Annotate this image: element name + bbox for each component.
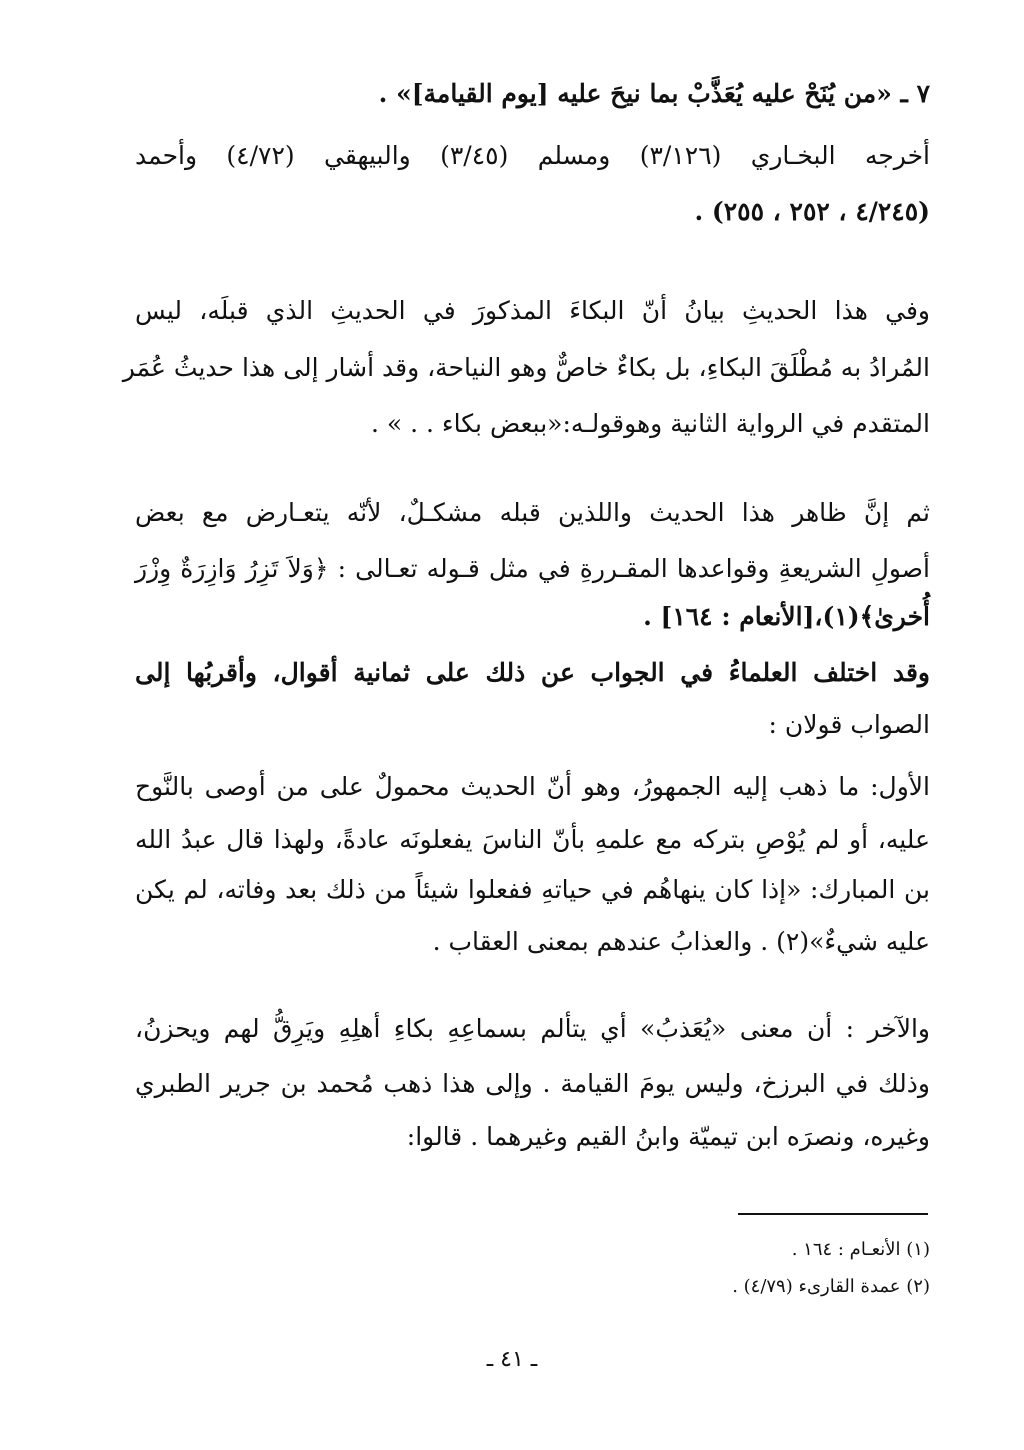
paragraph-2-line-1: ثم إنَّ ظاهر هذا الحديث واللذين قبله مشكـلٌ، لأنّه يتعـارض مع بعض: [135, 498, 930, 527]
paragraph-2-line-2: أصولِ الشريعةِ وقواعدها المقـررةِ في مثل قـوله تعـالى : ﴿وَلاَ تَزِرُ وَازِرَةٌ وِزْرَ: [135, 554, 930, 583]
hadith-text: ٧ ـ «من يُنَحْ عليه يُعَذَّبْ بما نيحَ عليه [يوم القيامة]» .: [378, 79, 930, 108]
paragraph-4-line-1: الأول: ما ذهب إليه الجمهورُ، وهو أنّ الحديث محمولٌ على من أوصى بالنَّوح: [135, 772, 930, 801]
takhrij-line-2: (٤/٢٤٥ ، ٢٥٢ ، ٢٥٥) .: [694, 197, 930, 226]
paragraph-5-line-2: وذلك في البرزخ، وليس يومَ القيامة . وإلى هذا ذهب مُحمد بن جرير الطبري: [135, 1069, 930, 1098]
paragraph-1-line-1: وفي هذا الحديثِ بيانُ أنّ البكاءَ المذكورَ في الحديثِ الذي قبلَه، ليس: [135, 296, 930, 325]
paragraph-2-line-3: أُخرىٰ﴾(١)،[الأنعام : ١٦٤] .: [643, 602, 930, 631]
page-number: ـ ٤١ ـ: [486, 1347, 538, 1372]
footnote-1: (١) الأنعـام : ١٦٤ .: [791, 1239, 930, 1260]
paragraph-4-line-4: عليه شيءٌ»(٢) . والعذابُ عندهم بمعنى العقاب .: [432, 927, 930, 956]
paragraph-5-line-3: وغيره، ونصرَه ابن تيميّة وابنُ القيم وغيرهما . قالوا:: [406, 1122, 930, 1151]
paragraph-1-line-3: المتقدم في الرواية الثانية وهوقولـه:«ببعض بكاء . . » .: [370, 409, 930, 438]
paragraph-5-line-1: والآخر : أن معنى «يُعَذبُ» أي يتألم بسماعِهِ بكاءِ أهلِهِ ويَرِقُّ لهم ويحزنُ،: [135, 1014, 930, 1043]
paragraph-3-line-1: وقد اختلف العلماءُ في الجواب عن ذلك على ثمانية أقوال، وأقربُها إلى: [135, 658, 930, 687]
paragraph-3-line-2: الصواب قولان :: [768, 710, 930, 739]
takhrij-line-1: أخرجه البخـاري (٣/١٢٦) ومسلم (٣/٤٥) والبيهقي (٤/٧٢) وأحمد: [135, 141, 930, 170]
footnote-separator: [738, 1213, 928, 1215]
paragraph-1-line-2: المُرادُ به مُطْلَقَ البكاءِ، بل بكاءٌ خاصٌّ وهو النياحة، وقد أشار إلى هذا حديثُ عُمَر: [122, 353, 930, 382]
paragraph-4-line-3: بن المبارك: «إذا كان ينهاهُم في حياتهِ ففعلوا شيئاً من ذلك بعد وفاته، لم يكن: [135, 875, 930, 904]
paragraph-4-line-2: عليه، أو لم يُوْصِ بتركه مع علمهِ بأنّ الناسَ يفعلونَه عادةً، ولهذا قال عبدُ الله: [135, 825, 930, 854]
footnote-2: (٢) عمدة القارىء (٤/٧٩) .: [732, 1276, 930, 1297]
